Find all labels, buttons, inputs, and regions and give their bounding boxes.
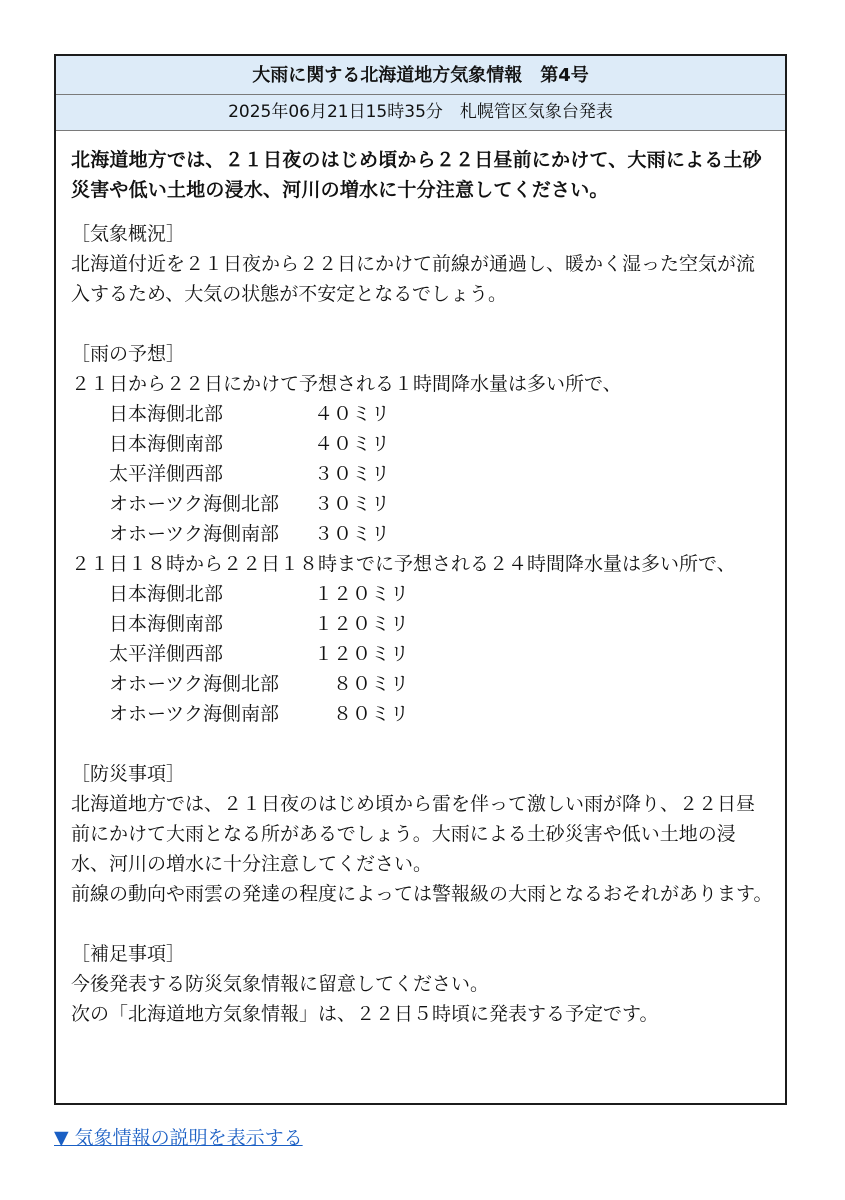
hourly-rain-list	[71, 399, 773, 549]
rain-amount: １２０ミリ	[314, 583, 410, 605]
supplement-text: 今後発表する防災気象情報に留意してください。	[71, 973, 490, 995]
rain-amount: ４０ミリ	[314, 433, 391, 455]
disaster-text: 北海道地方では、２１日夜のはじめ頃から雷を伴って激しい雨が降り、２２日昼前にかけて大雨となる所があるでしょう。大雨による土砂災害や低い土地の浸水、河川の増水に十分注意してください。	[71, 793, 756, 875]
daily-rain-list	[71, 579, 773, 729]
rain-row	[71, 519, 773, 549]
rain-row	[71, 699, 773, 729]
show-explanation-link[interactable]: ▼ 気象情報の説明を表示する	[54, 1127, 303, 1149]
rain-area: 日本海側北部	[109, 583, 224, 605]
rain-amount: ３０ミリ	[314, 523, 391, 545]
rain-amount: ３０ミリ	[314, 493, 391, 515]
rain-row	[71, 429, 773, 459]
bulletin-body	[56, 131, 785, 1029]
rain-area: オホーツク海側北部	[109, 673, 280, 695]
rain-row	[71, 639, 773, 669]
bulletin-title: 大雨に関する北海道地方気象情報 第4号	[56, 56, 785, 95]
rain-amount: ８０ミリ	[314, 673, 410, 695]
disaster-heading: ［防災事項］	[71, 763, 186, 785]
rain-row	[71, 609, 773, 639]
rain-area: 太平洋側西部	[109, 463, 224, 485]
disaster-warning-text: 前線の動向や雨雲の発達の程度によっては警報級の大雨となるおそれがあります。	[71, 883, 773, 905]
overview-text: 北海道付近を２１日夜から２２日にかけて前線が通過し、暖かく湿った空気が流入するため、大気の状態が不安定となるでしょう。	[71, 253, 756, 305]
headline-summary: 北海道地方では、２１日夜のはじめ頃から２２日昼前にかけて、大雨による土砂災害や低い土地の浸水、河川の増水に十分注意してください。	[71, 149, 762, 201]
footer	[54, 1123, 303, 1150]
rain-heading: ［雨の予想］	[71, 343, 186, 365]
rain-area: 日本海側北部	[109, 403, 224, 425]
rain-row	[71, 459, 773, 489]
rain-area: オホーツク海側南部	[109, 703, 280, 725]
rain-area: 日本海側南部	[109, 433, 224, 455]
rain-amount: ３０ミリ	[314, 463, 391, 485]
rain-amount: １２０ミリ	[314, 613, 410, 635]
weather-info-panel	[54, 54, 787, 1105]
rain-amount: ４０ミリ	[314, 403, 391, 425]
overview-heading: ［気象概況］	[71, 223, 186, 245]
rain-area: 日本海側南部	[109, 613, 224, 635]
daily-rain-intro: ２１日１８時から２２日１８時までに予想される２４時間降水量は多い所で、	[71, 553, 736, 575]
rain-row	[71, 489, 773, 519]
hourly-rain-intro: ２１日から２２日にかけて予想される１時間降水量は多い所で、	[71, 373, 622, 395]
supplement-heading: ［補足事項］	[71, 943, 186, 965]
issued-datetime: 2025年06月21日15時35分 札幌管区気象台発表	[56, 95, 785, 131]
rain-row	[71, 579, 773, 609]
rain-amount: １２０ミリ	[314, 643, 410, 665]
rain-area: オホーツク海側北部	[109, 493, 280, 515]
rain-row	[71, 399, 773, 429]
rain-area: オホーツク海側南部	[109, 523, 280, 545]
next-bulletin-text: 次の「北海道地方気象情報」は、２２日５時頃に発表する予定です。	[71, 1003, 659, 1025]
rain-row	[71, 669, 773, 699]
rain-area: 太平洋側西部	[109, 643, 224, 665]
rain-amount: ８０ミリ	[314, 703, 410, 725]
